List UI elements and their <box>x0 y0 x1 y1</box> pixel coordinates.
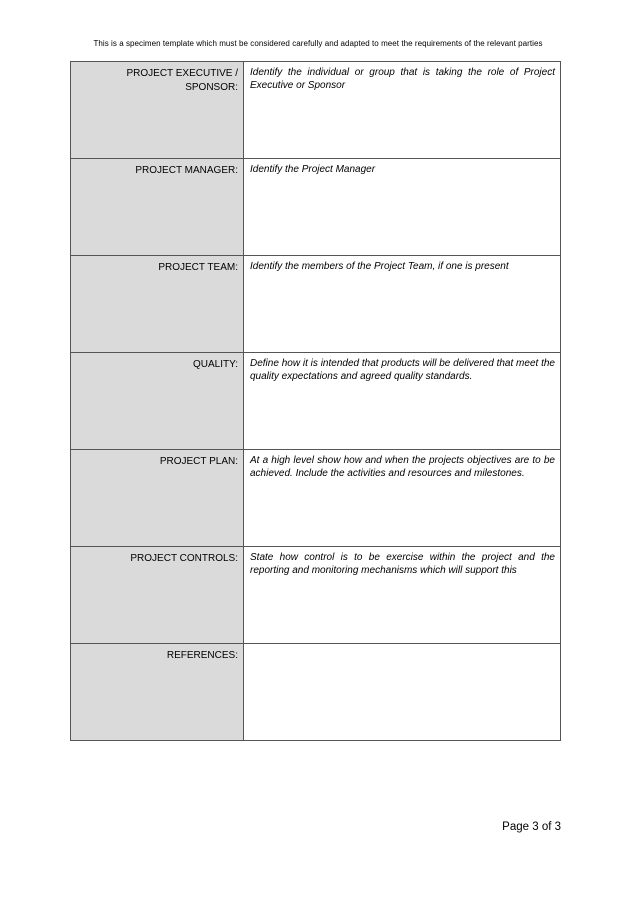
row-label: PROJECT EXECUTIVE / SPONSOR: <box>126 68 238 93</box>
row-description <box>244 644 560 648</box>
row-description-cell <box>244 159 561 256</box>
row-description-cell <box>244 547 561 644</box>
row-description: Identify the members of the Project Team, if one is present <box>250 261 509 272</box>
table-row <box>71 353 561 450</box>
row-description: State how control is to be exercise within the project and the reporting and monitoring mechanisms which will support this <box>250 552 555 576</box>
row-description-cell <box>244 644 561 741</box>
row-label: PROJECT MANAGER: <box>135 165 238 176</box>
row-label-cell <box>71 256 244 353</box>
row-label-cell <box>71 62 244 159</box>
row-label: PROJECT TEAM: <box>158 262 238 273</box>
table-row <box>71 547 561 644</box>
row-description-cell <box>244 256 561 353</box>
row-label-cell <box>71 644 244 741</box>
project-details-table <box>70 61 561 741</box>
table-row <box>71 644 561 741</box>
table-row <box>71 62 561 159</box>
row-label: PROJECT PLAN: <box>159 456 238 467</box>
row-label-cell <box>71 450 244 547</box>
row-label: REFERENCES: <box>166 650 238 661</box>
row-description: Identify the Project Manager <box>250 164 376 175</box>
table-row <box>71 159 561 256</box>
header-note: This is a specimen template which must be considered carefully and adapted to meet the requirements of the relevant parties <box>93 39 543 48</box>
row-description-cell <box>244 353 561 450</box>
row-label-cell <box>71 159 244 256</box>
row-description: Define how it is intended that products will be delivered that meet the quality expectations and agreed quality standards. <box>250 358 555 382</box>
row-description-cell <box>244 62 561 159</box>
table-row <box>71 256 561 353</box>
row-label: QUALITY: <box>192 359 238 370</box>
row-label-cell <box>71 547 244 644</box>
row-label-cell <box>71 353 244 450</box>
row-description: Identify the individual or group that is taking the role of Project Executive or Sponsor <box>250 67 555 91</box>
row-label: PROJECT CONTROLS: <box>130 553 238 564</box>
row-description: At a high level show how and when the projects objectives are to be achieved. Include the activities and resources and milestones. <box>250 455 555 479</box>
table-row <box>71 450 561 547</box>
row-description-cell <box>244 450 561 547</box>
page-number: Page 3 of 3 <box>502 821 561 833</box>
